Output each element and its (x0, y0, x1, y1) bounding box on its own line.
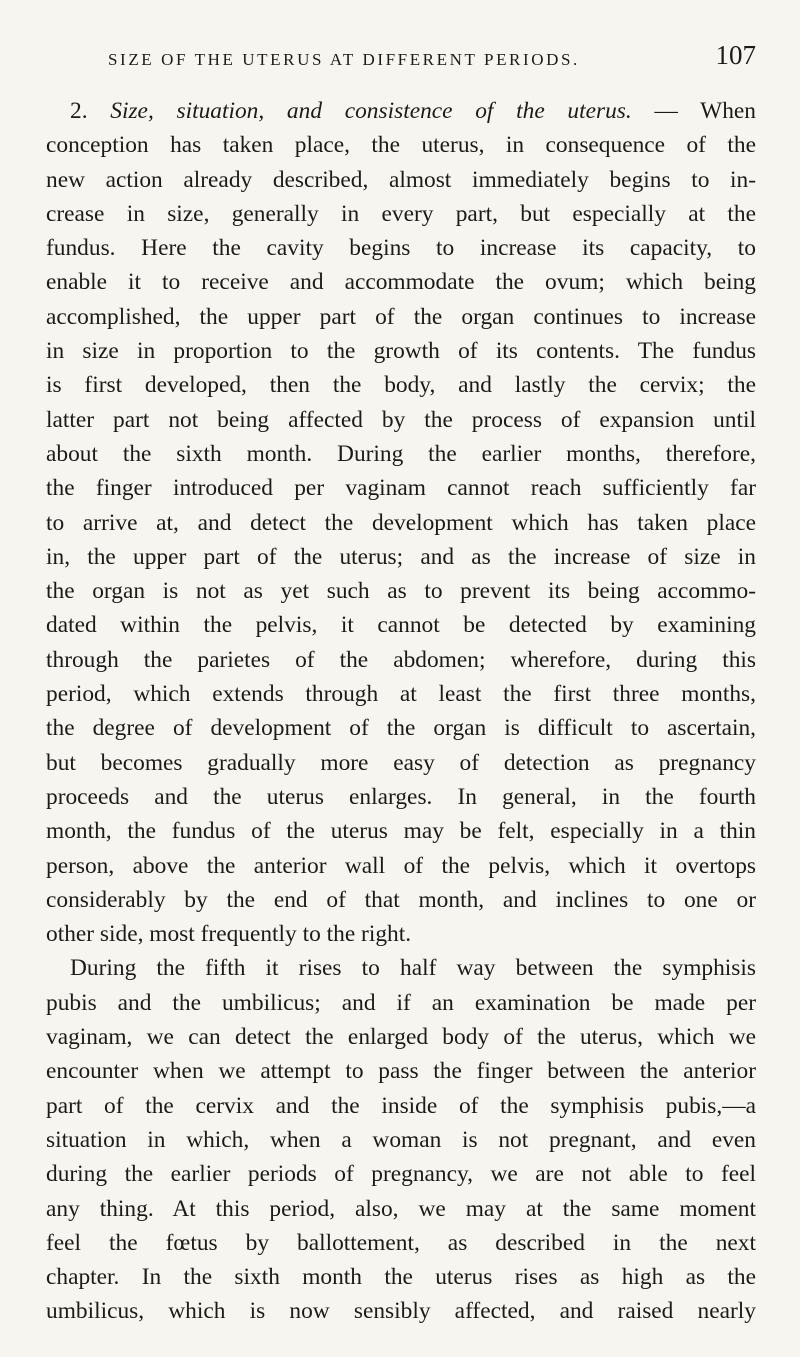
paragraph-line: During the fifth it rises to half way between the symphisis (70, 955, 756, 982)
paragraph-line: any thing. At this period, also, we may at the same moment (46, 1195, 756, 1222)
paragraph-line: part of the cervix and the inside of the symphisis pubis,—a (46, 1092, 756, 1119)
line-text: — When (654, 98, 756, 124)
paragraph-line: through the parietes of the abdomen; wherefore, during this (46, 646, 756, 673)
paragraph-line: proceeds and the uterus enlarges. In general, in the fourth (46, 783, 756, 810)
paragraph-line: person, above the anterior wall of the pelvis, which it overtops (46, 852, 756, 879)
section-number: 2. (70, 98, 88, 124)
paragraph-line: enable it to receive and accommodate the ovum; which being (46, 269, 756, 296)
paragraph-line: period, which extends through at least the first three months, (46, 681, 756, 708)
running-head (46, 40, 756, 76)
paragraph-line: new action already described, almost immediately begins to in- (46, 166, 756, 193)
paragraph-line: vaginam, we can detect the enlarged body of the uterus, which we (46, 1024, 756, 1051)
paragraph-2 (46, 951, 756, 1328)
paragraph-line: during the earlier periods of pregnancy, we are not able to feel (46, 1161, 756, 1188)
paragraph-line: crease in size, generally in every part, but especially at the (46, 200, 756, 227)
paragraph-1 (46, 94, 756, 951)
paragraph-line: encounter when we attempt to pass the finger between the anterior (46, 1058, 756, 1085)
paragraph-line (46, 94, 756, 128)
paragraph-line: other side, most frequently to the right. (46, 921, 412, 948)
paragraph-line: is first developed, then the body, and lastly the cervix; the (46, 372, 756, 399)
paragraph-line: pubis and the umbilicus; and if an examination be made per (46, 989, 756, 1016)
paragraph-line: feel the fœtus by ballottement, as described in the next (46, 1229, 756, 1256)
paragraph-line: dated within the pelvis, it cannot be detected by examining (46, 612, 756, 639)
paragraph-line: latter part not being affected by the process of expansion until (46, 406, 756, 433)
section-heading: Size, situation, and consistence of the uterus. (110, 98, 632, 124)
paragraph-line: to arrive at, and detect the development which has taken place (46, 509, 756, 536)
paragraph-line: but becomes gradually more easy of detection as pregnancy (46, 749, 756, 776)
paragraph-line: in, the upper part of the uterus; and as the increase of size in (46, 543, 756, 570)
paragraph-line: conception has taken place, the uterus, in consequence of the (46, 132, 756, 159)
paragraph-line: umbilicus, which is now sensibly affected, and raised nearly (46, 1298, 756, 1325)
paragraph-line: the organ is not as yet such as to prevent its being accommo- (46, 578, 756, 605)
paragraph-line: accomplished, the upper part of the organ continues to increase (46, 303, 756, 330)
running-title: SIZE OF THE UTERUS AT DIFFERENT PERIODS. (108, 50, 580, 69)
paragraph-line: month, the fundus of the uterus may be felt, especially in a thin (46, 818, 756, 845)
paragraph-line: fundus. Here the cavity begins to increase its capacity, to (46, 235, 756, 262)
paragraph-line: in size in proportion to the growth of its contents. The fundus (46, 338, 756, 365)
paragraph-line: considerably by the end of that month, and inclines to one or (46, 886, 756, 913)
paragraph-line: chapter. In the sixth month the uterus rises as high as the (46, 1264, 756, 1291)
page-number: 107 (715, 40, 756, 70)
paragraph-line: the finger introduced per vaginam cannot reach sufficiently far (46, 475, 756, 502)
paragraph-line: situation in which, when a woman is not pregnant, and even (46, 1126, 756, 1153)
paragraph-line: the degree of development of the organ is difficult to ascertain, (46, 715, 756, 742)
paragraph-line: about the sixth month. During the earlier months, therefore, (46, 440, 756, 467)
